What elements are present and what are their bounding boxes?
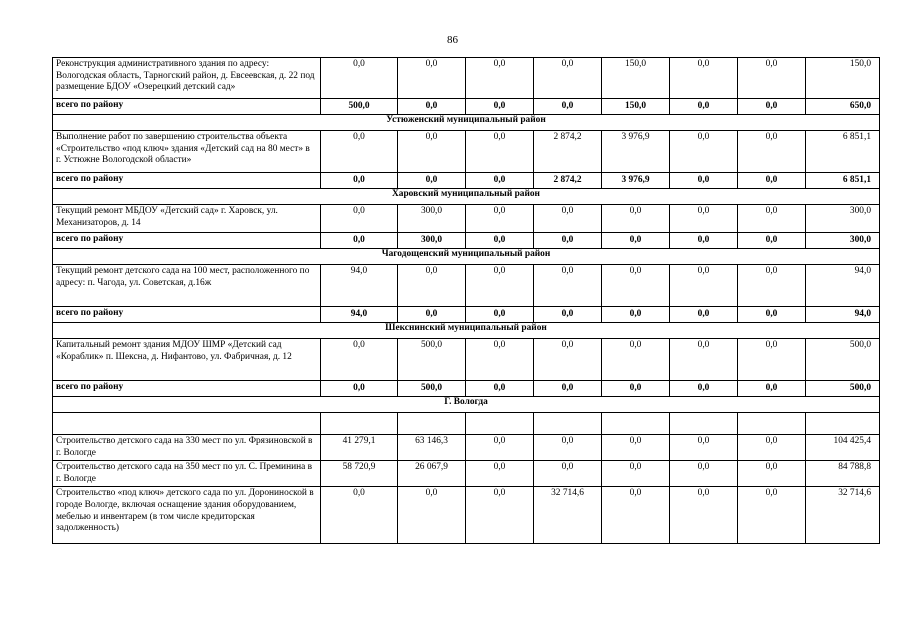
value-cell: 63 146,3: [398, 435, 466, 461]
value-cell: 0,0: [738, 487, 806, 544]
row-name: Капитальный ремонт здания МДОУ ШМР «Детский сад «Кораблик» п. Шексна, д. Нифантово, ул. Фабричная, д. 12: [53, 339, 321, 381]
page-number: 86: [447, 34, 458, 46]
value-cell: 0,0: [670, 131, 738, 173]
row-total-value: 6 851,1: [806, 131, 880, 173]
value-cell: 2 874,2: [534, 131, 602, 173]
value-cell: 0,0: [670, 435, 738, 461]
value-cell: 0,0: [602, 307, 670, 323]
total-row: [53, 173, 880, 189]
value-cell: 0,0: [738, 205, 806, 233]
value-cell: 0,0: [534, 233, 602, 249]
budget-table: [52, 57, 880, 544]
value-cell: 0,0: [466, 99, 534, 115]
value-cell: 0,0: [738, 173, 806, 189]
value-cell: 500,0: [398, 381, 466, 397]
value-cell: 94,0: [321, 265, 398, 307]
value-cell: 0,0: [602, 461, 670, 487]
section-row: [53, 189, 880, 205]
row-total-value: 104 425,4: [806, 435, 880, 461]
value-cell: 0,0: [534, 435, 602, 461]
value-cell: 300,0: [398, 233, 466, 249]
value-cell: 300,0: [398, 205, 466, 233]
value-cell: 0,0: [466, 173, 534, 189]
value-cell: [466, 413, 534, 435]
section-title: Харовский муниципальный район: [53, 189, 880, 205]
section-row: [53, 115, 880, 131]
value-cell: 0,0: [466, 435, 534, 461]
value-cell: 0,0: [466, 233, 534, 249]
value-cell: 0,0: [670, 173, 738, 189]
row-total-value: 500,0: [806, 381, 880, 397]
value-cell: 0,0: [534, 381, 602, 397]
value-cell: 0,0: [670, 487, 738, 544]
value-cell: [321, 413, 398, 435]
table-row: [53, 487, 880, 544]
value-cell: 0,0: [738, 58, 806, 99]
value-cell: 0,0: [466, 58, 534, 99]
total-label: всего по району: [53, 173, 321, 189]
value-cell: 0,0: [321, 205, 398, 233]
value-cell: 0,0: [466, 487, 534, 544]
row-total-value: 94,0: [806, 307, 880, 323]
value-cell: 0,0: [738, 265, 806, 307]
value-cell: 26 067,9: [398, 461, 466, 487]
value-cell: 0,0: [466, 461, 534, 487]
value-cell: 3 976,9: [602, 131, 670, 173]
value-cell: 0,0: [398, 131, 466, 173]
row-total-value: 650,0: [806, 99, 880, 115]
value-cell: 0,0: [534, 307, 602, 323]
value-cell: 0,0: [466, 307, 534, 323]
row-name: Текущий ремонт МБДОУ «Детский сад» г. Харовск, ул. Механизаторов, д. 14: [53, 205, 321, 233]
value-cell: 41 279,1: [321, 435, 398, 461]
value-cell: 150,0: [602, 58, 670, 99]
value-cell: 0,0: [321, 339, 398, 381]
value-cell: 500,0: [398, 339, 466, 381]
value-cell: 0,0: [321, 487, 398, 544]
section-title: Г. Вологда: [53, 397, 880, 413]
value-cell: 0,0: [602, 205, 670, 233]
value-cell: 0,0: [670, 58, 738, 99]
value-cell: 0,0: [602, 381, 670, 397]
value-cell: [670, 413, 738, 435]
row-name: Реконструкция административного здания по адресу: Вологодская область, Тарногский район, д. Евсеевская, д. 22 под размещение БДОУ «Озерецкий детский сад»: [53, 58, 321, 99]
value-cell: 0,0: [602, 339, 670, 381]
section-title: Шекснинский муниципальный район: [53, 323, 880, 339]
value-cell: [534, 413, 602, 435]
value-cell: 0,0: [602, 233, 670, 249]
value-cell: 0,0: [670, 265, 738, 307]
value-cell: 0,0: [738, 461, 806, 487]
value-cell: 0,0: [321, 131, 398, 173]
value-cell: 2 874,2: [534, 173, 602, 189]
value-cell: 0,0: [466, 339, 534, 381]
value-cell: 0,0: [466, 381, 534, 397]
value-cell: 3 976,9: [602, 173, 670, 189]
row-total-value: 150,0: [806, 58, 880, 99]
value-cell: 0,0: [466, 265, 534, 307]
value-cell: 0,0: [738, 381, 806, 397]
table-row: [53, 413, 880, 435]
value-cell: 0,0: [602, 435, 670, 461]
value-cell: 0,0: [534, 99, 602, 115]
value-cell: 0,0: [398, 487, 466, 544]
value-cell: 0,0: [398, 58, 466, 99]
value-cell: 0,0: [534, 265, 602, 307]
row-name: Строительство детского сада на 350 мест по ул. С. Преминина в г. Вологде: [53, 461, 321, 487]
value-cell: 0,0: [321, 233, 398, 249]
row-name: Выполнение работ по завершению строительства объекта «Строительство «под ключ» здания «Детский сад на 80 мест» в г. Устюжне Вологодской области»: [53, 131, 321, 173]
row-total-value: 6 851,1: [806, 173, 880, 189]
row-total-value: 32 714,6: [806, 487, 880, 544]
value-cell: 0,0: [738, 99, 806, 115]
table-row: [53, 58, 880, 99]
value-cell: 58 720,9: [321, 461, 398, 487]
table-row: [53, 265, 880, 307]
value-cell: 0,0: [321, 173, 398, 189]
section-row: [53, 323, 880, 339]
value-cell: 0,0: [321, 58, 398, 99]
row-total-value: 300,0: [806, 205, 880, 233]
total-row: [53, 307, 880, 323]
value-cell: 0,0: [534, 205, 602, 233]
value-cell: 500,0: [321, 99, 398, 115]
total-label: всего по району: [53, 233, 321, 249]
value-cell: 0,0: [738, 435, 806, 461]
value-cell: 0,0: [466, 205, 534, 233]
section-row: [53, 249, 880, 265]
total-label: всего по району: [53, 307, 321, 323]
value-cell: 0,0: [398, 99, 466, 115]
total-row: [53, 99, 880, 115]
value-cell: 0,0: [398, 173, 466, 189]
total-row: [53, 381, 880, 397]
value-cell: [398, 413, 466, 435]
value-cell: 0,0: [738, 233, 806, 249]
value-cell: 150,0: [602, 99, 670, 115]
table-row: [53, 435, 880, 461]
row-name: Текущий ремонт детского сада на 100 мест, расположенного по адресу: п. Чагода, ул. Советская, д.16ж: [53, 265, 321, 307]
value-cell: 0,0: [321, 381, 398, 397]
value-cell: 0,0: [670, 461, 738, 487]
row-name: Строительство «под ключ» детского сада по ул. Дорониноской в городе Вологде, включая оснащение здания оборудованием, мебелью и инвентарем (в том числе кредиторская задолженность): [53, 487, 321, 544]
table-row: [53, 131, 880, 173]
value-cell: 0,0: [398, 265, 466, 307]
value-cell: 0,0: [738, 339, 806, 381]
value-cell: 0,0: [602, 487, 670, 544]
total-label: всего по району: [53, 99, 321, 115]
value-cell: 94,0: [321, 307, 398, 323]
value-cell: 0,0: [670, 99, 738, 115]
section-title: Чагодощенский муниципальный район: [53, 249, 880, 265]
total-label: всего по району: [53, 381, 321, 397]
value-cell: 0,0: [670, 339, 738, 381]
table-row: [53, 205, 880, 233]
row-total-value: 84 788,8: [806, 461, 880, 487]
value-cell: 0,0: [534, 461, 602, 487]
row-total-value: 300,0: [806, 233, 880, 249]
value-cell: 0,0: [738, 131, 806, 173]
value-cell: 0,0: [670, 381, 738, 397]
value-cell: 0,0: [670, 307, 738, 323]
value-cell: [738, 413, 806, 435]
table-row: [53, 461, 880, 487]
row-name: Строительство детского сада на 330 мест по ул. Фрязиновской в г. Вологде: [53, 435, 321, 461]
value-cell: 32 714,6: [534, 487, 602, 544]
section-row: [53, 397, 880, 413]
row-total-value: 500,0: [806, 339, 880, 381]
value-cell: 0,0: [534, 339, 602, 381]
value-cell: 0,0: [398, 307, 466, 323]
table-row: [53, 339, 880, 381]
row-total-value: 94,0: [806, 265, 880, 307]
total-row: [53, 233, 880, 249]
value-cell: [602, 413, 670, 435]
value-cell: 0,0: [466, 131, 534, 173]
row-total-value: [806, 413, 880, 435]
row-name: [53, 413, 321, 435]
value-cell: 0,0: [738, 307, 806, 323]
value-cell: 0,0: [602, 265, 670, 307]
value-cell: 0,0: [534, 58, 602, 99]
value-cell: 0,0: [670, 233, 738, 249]
section-title: Устюженский муниципальный район: [53, 115, 880, 131]
value-cell: 0,0: [670, 205, 738, 233]
